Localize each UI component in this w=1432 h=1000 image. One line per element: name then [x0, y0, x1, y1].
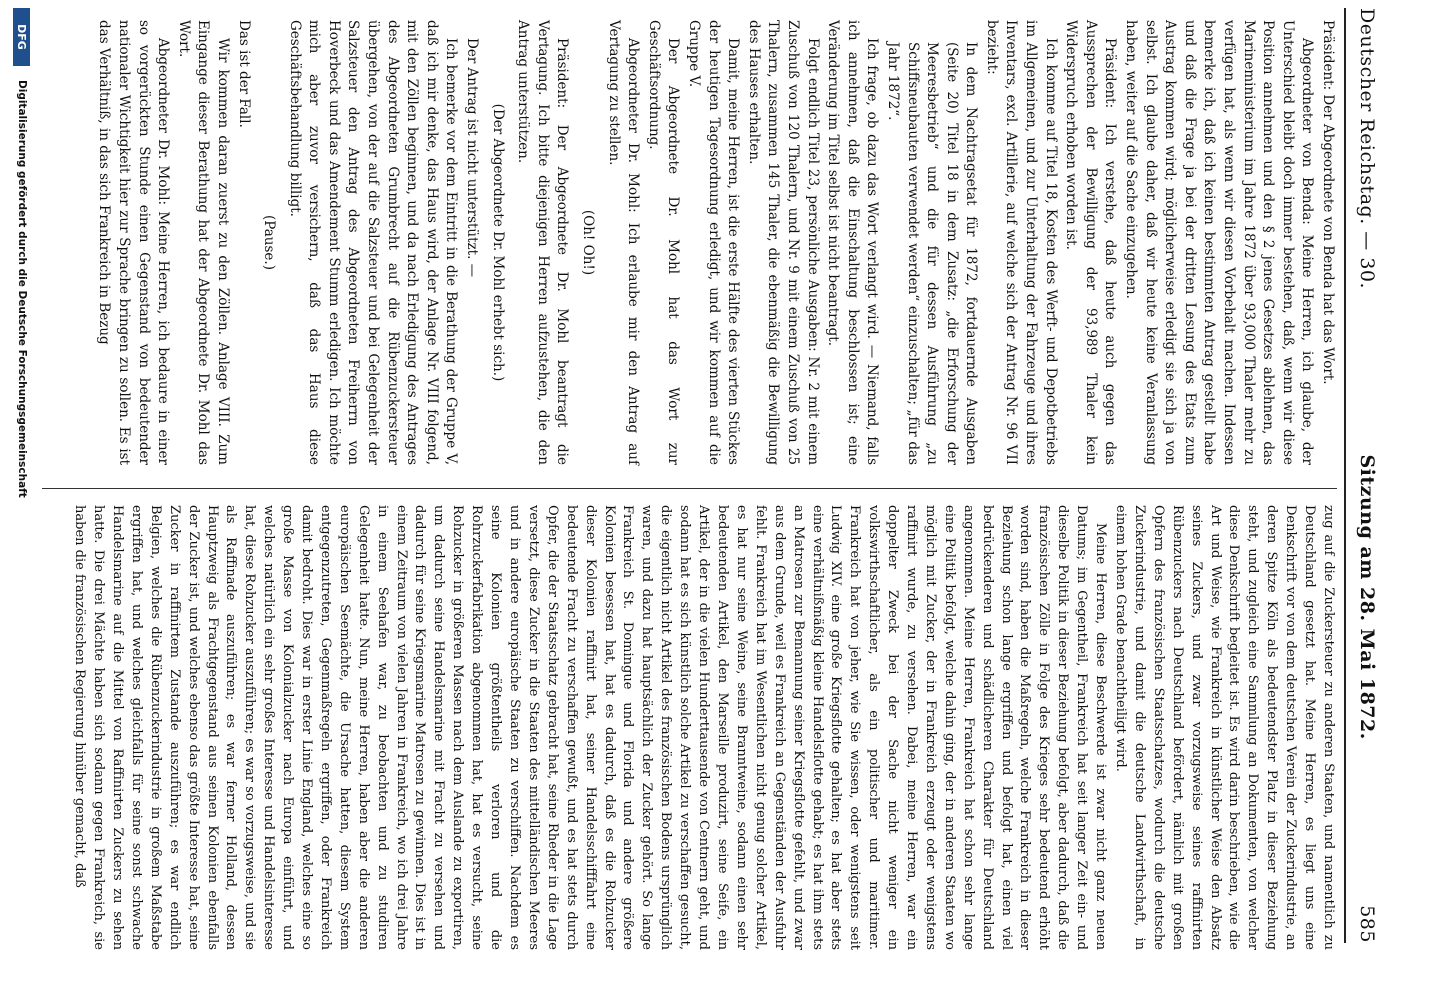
- paragraph: Wir kommen daran zuerst zu den Zöllen. Anlage VIII. Zum Eingange dieser Berathung hat der Abgeordnete Dr. Mohl das Wort.: [175, 20, 231, 465]
- stage-direction: (Pause.): [261, 215, 278, 270]
- dfg-logo: DFG: [13, 8, 30, 66]
- interjection: (Oh! Oh!): [580, 209, 597, 276]
- right-column: [68, 505, 1337, 950]
- column-rule: [42, 488, 1337, 489]
- paragraph: Abgeordneter von Benda: Meine Herren, ich glaube, der Unterschied bleibt doch immer bestehen, daß, wenn wir diese Position annehmen und den § 2 jenes Gesetzes ablehnen, das Marineministerium im Jahre 1872 über 93,000 Thaler mehr zu verfügen hat, als wenn wir diesen Vorbehalt machen. Indessen bemerke ich, daß ich keinen bestimmten Antrag gestellt habe und daß die Frage ja bei der dritten Lesung des Etats zum Austrag kommen wird; möglicherweise erledigt sie sich ja von selbst. Ich glaube daher, daß wir heute keine Veranlassung haben, weiter auf die Sache einzugehen.: [1123, 20, 1316, 465]
- paragraph: Präsident: Der Abgeordnete Dr. Mohl beantragt die Vertagung. Ich bitte diejenigen Herren aufzustehen, die den Antrag unterstützen.: [515, 20, 571, 465]
- paragraph: zug auf die Zuckersteuer zu anderen Staaten, und namentlich zu Deutschland gesetzt hat. Meine Herren, es liegt uns eine Denkschrift vor von dem deutschen Verein der Zuckerindustrie, an deren Spitze Köln als bedeutendster Platz in dieser Beziehung steht, und zugleich eine Sammlung an Dokumenten, von welcher diese Denkschrift begleitet ist. Es wird darin beschrieben, wie die Art und Weise, wie Frankreich in künstlicher Weise den Absatz seines Zuckers, und zwar vorzugsweise seines raffinirten Rübenzuckers nach Deutschland befördert, nämlich mit großen Opfern des französischen Staatsschatzes, wodurch die deutsche Zuckerindustrie, und damit die deutsche Landwirthschaft, in einem hohen Grade benachtheiligt wird.: [1113, 505, 1336, 950]
- stage-direction: (Der Abgeordnete Dr. Mohl erhebt sich.): [489, 103, 506, 382]
- paragraph: Ich frage, ob dazu das Wort verlangt wird. — Niemand, falls ich annehmen, daß die Einschaltung beschlossen ist; eine Veränderung im Titel selbst ist nicht beantragt.: [825, 20, 881, 465]
- paragraph: Abgeordneter Dr. Mohl: Meine Herren, ich bedaure in einer so vorgerückten Stunde einen Gegenstand von bedeutender nationaler Wichtigkeit hier zur Sprache bringen zu sollen. Es ist das Verhältniß, in das sich Frankreich in Bezug: [96, 20, 172, 465]
- running-head-center: Sitzung am 28. Mai 1872.: [1356, 454, 1378, 740]
- paragraph: Der Abgeordnete Dr. Mohl hat das Wort zur Geschäftsordnung.: [645, 20, 682, 465]
- paragraph: Folgt endlich Titel 23, persönliche Ausgaben: Nr. 2 mit einem Zuschuß von 120 Thalern, und Nr. 9 mit einem Zuschuß von 25 Thalern, zusammen 145 Thaler, die ebenmäßig die Bewilligung des Hauses erhalten.: [745, 20, 821, 465]
- quoted-motion: In dem Nachtragsetat für 1872, fortdauernde Ausgaben (Seite 20) Titel 18 in dem Zusatz: „die Erforschung der Meeresbetrieb“ und die für dessen Ausführung „zu Schiffsneubauten verwendet werden“ einzuschalten; „für das Jahr 1872“.: [884, 42, 980, 465]
- paragraph: Ich bemerke vor dem Eintritt in die Berathung der Gruppe V, daß ich mir denke, das Haus wird, der Anlage Nr. VIII folgend, mit den Zöllen beginnen, und da nach Erledigung des Antrages des Abgeordneten Grumbrecht auf die Rübenzuckersteuer übergehen, von der auf die Salzsteuer und bei Gelegenheit der Salzsteuer den Antrag des Abgeordneten Freiherrn von Hoverbeck und das Amendement Stumm erledigen. Ich möchte mich aber zuvor versichern, daß das Haus diese Geschäftsbehandlung billigt.: [286, 20, 460, 465]
- paragraph: Das ist der Fall.: [235, 20, 252, 128]
- running-head: [1352, 8, 1382, 943]
- running-head-left: Deutscher Reichstag. — 30.: [1356, 8, 1378, 290]
- paragraph: Präsident: Ich verstehe, daß heute auch gegen das Aussprechen der Bewilligung der 93,989 Thaler kein Widerspruch erhoben worden ist.: [1063, 20, 1119, 465]
- paragraph: Präsident: Der Abgeordnete von Benda hat das Wort.: [1320, 20, 1336, 385]
- paragraph: Meine Herren, diese Beschwerde ist zwar nicht ganz neuen Datums; im Gegentheil, Frankreich hat seit langer Zeit ein- und dieselbe Politik in dieser Beziehung befolgt, aber dadurch, daß die französischen Zölle in Folge des Krieges sehr bedeutend erhöht worden sind, haben die Maßregeln, welche Frankreich in dieser Beziehung schon lange ergriffen und befolgt hat, einen viel bedrückenderen und schädlicheren Charakter für Deutschland angenommen. Meine Herren, Frankreich hat schon sehr lange eine Politik befolgt, welche dahin ging, der in anderen Staaten wo möglich mit Zucker, der in Frankreich erzeugt oder wenigstens raffinirt wurde, zu versehen. Dabei, meine Herren, war ein doppelter Zweck bei der Sache nicht weniger ein volkswirthschaftlicher, als ein politischer und maritimer. Frankreich hat von jeher, wie Sie wissen, oder wenigstens seit Ludwig XIV. eine große Kriegsflotte gehalten; es hat aber stets eine verhältnißmäßig kleine Handelsflotte gehabt; es hat ihm stets an Matrosen zur Bemannung seiner Kriegsflotte gefehlt, und zwar aus dem Grunde, weil es Frankreich an Gegenständen der Ausfuhr fehlt. Frankreich hat im Wesentlichen nicht genug solcher Artikel, es hat nur seine Weine, seine Branntweine, sodann einen sehr bedeutenden Artikel, den Marseille produzirt, seine Seife, ein Artikel, der in die vielen Hunderttausende von Centnern geht, und sodann hat es sich künstlich solche Artikel zu verschaffen gesucht, die eigentlich nicht Artikel des französischen Bodens ursprünglich waren, und dazu hat hauptsächlich der Zucker gehört. So lange Frankreich St. Domingue und Florida und andere größere Kolonien besessen hat, hat es dadurch, daß es die Rohzucker dieser Kolonien raffinirt hat, seiner Handelsschifffahrt eine bedeutende Fracht zu verschaffen gewußt, und es hat stets durch Opfer, die der Staatsschatz gebracht hat, seine Rheder in die Lage versetzt, diese Zucker in die Staaten des mittelländischen Meeres und in andere europäische Staaten zu verschiffen. Nachdem es seine Kolonien größtentheils verloren und die Rohrzuckerfabrikation abgenommen hat, hat es versucht, seine Rohzucker in größeren Massen nach dem Auslande zu exportiren, um dadurch seine Handelsmarine mit Fracht zu versehen und dadurch für seine Kriegsmarine Matrosen zu gewinnen. Dies ist in einem Zeitraum von vielen Jahren in Frankreich, wo ich drei Jahre in einem Seehafen war, zu beobachten und zu studiren Gelegenheit hatte. Nun, meine Herren, haben aber die anderen europäischen Seemächte, die Ursache hatten, diesem System entgegenzutreten, Gegenmaßregeln ergriffen, oder Frankreich damit bedroht. Dies war in erster Linie England, welches eine so große Masse von Kolonialzucker nach Europa einführt, und welches natürlich ein sehr großes Interesse und Handelsinteresse hat, diese Rohzucker auszuführen; es war so vorzugsweise, und sie als Raffinade auszuführen; es war ferner Holland, dessen Hauptzweig als Frachtgegenstand aus seinen Kolonien ebenfalls der Zucker ist, und welches ebenso das größte Interesse hat, seine Zucker in raffinirtem Zustande auszuführen; es war endlich Belgien, welches die Rübenzuckerindustrie in großem Maßstabe ergriffen hat, und welches gleichfalls für seine sonst schwache Handelsmarine auf die Mittel von Raffinirten Zuckers zu sehen hatte. Die drei Mächte haben sich sodann gegen Frankreich, sie haben die französischen Regierung hinüber gemacht, daß: [72, 505, 1109, 950]
- paragraph: Der Antrag ist nicht unterstützt. —: [464, 38, 481, 278]
- page-number: 585: [1356, 905, 1378, 943]
- paragraph: Abgeordneter Dr. Mohl: Ich erlaube mir den Antrag auf Vertagung zu stellen.: [605, 20, 642, 465]
- paragraph: Ich komme auf Titel 18, Kosten des Werft- und Depotbetriebs im Allgemeinen, und zur Unterhaltung der Fahrzeuge und ihres Inventars, excl. Artillerie, auf welche sich der Antrag Nr. 96 VII bezieht:: [983, 20, 1059, 465]
- left-column: [93, 20, 1337, 465]
- header-rule: [1344, 8, 1346, 943]
- digitization-credit: Digitalisierung gefördert durch die Deutsche Forschungsgemeinschaft: [16, 80, 28, 498]
- paragraph: Damit, meine Herren, ist die erste Hälfte des vierten Stückes der heutigen Tagesordnung erledigt, und wir kommen auf die Gruppe V.: [686, 20, 742, 465]
